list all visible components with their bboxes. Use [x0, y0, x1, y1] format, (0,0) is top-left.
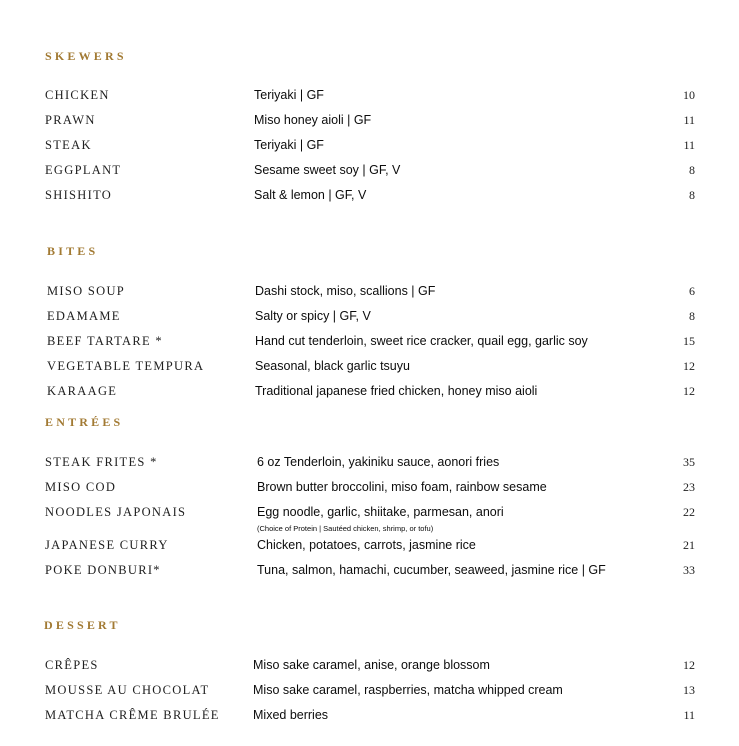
- section-title-dessert: DESSERT: [44, 618, 121, 632]
- item-description: Teriyaki | GF: [254, 88, 324, 102]
- item-description: 6 oz Tenderloin, yakiniku sauce, aonori fries: [257, 455, 500, 469]
- item-price: 33: [683, 563, 695, 577]
- item-name: CRÊPES: [45, 658, 99, 672]
- item-name: STEAK FRITES *: [45, 455, 158, 469]
- item-name: STEAK: [45, 138, 92, 152]
- item-price: 23: [683, 480, 695, 494]
- item-price: 12: [683, 359, 695, 373]
- item-description: Seasonal, black garlic tsuyu: [255, 359, 410, 373]
- item-price: 12: [683, 384, 695, 398]
- item-price: 8: [689, 188, 695, 202]
- item-price: 12: [683, 658, 695, 672]
- item-description: Mixed berries: [253, 708, 329, 722]
- item-name: EGGPLANT: [45, 163, 122, 177]
- item-price: 21: [683, 538, 695, 552]
- item-price: 35: [683, 455, 695, 469]
- item-description: Dashi stock, miso, scallions | GF: [255, 284, 436, 298]
- item-note: (Choice of Protein | Sautéed chicken, shrimp, or tofu): [257, 524, 434, 533]
- item-description: Miso sake caramel, anise, orange blossom: [253, 658, 490, 672]
- item-name: MISO COD: [45, 480, 117, 494]
- item-price: 11: [683, 708, 695, 722]
- item-description: Sesame sweet soy | GF, V: [254, 163, 401, 177]
- item-price: 10: [683, 88, 695, 102]
- item-name: NOODLES JAPONAIS: [45, 505, 187, 519]
- item-name: KARAAGE: [47, 384, 118, 398]
- item-price: 11: [683, 138, 695, 152]
- item-name: JAPANESE CURRY: [45, 538, 169, 552]
- item-name: SHISHITO: [45, 188, 113, 202]
- item-name: POKE DONBURI*: [45, 563, 161, 577]
- item-description: Chicken, potatoes, carrots, jasmine rice: [257, 538, 476, 552]
- item-description: Egg noodle, garlic, shiitake, parmesan, anori: [257, 505, 504, 519]
- item-description: Hand cut tenderloin, sweet rice cracker, quail egg, garlic soy: [255, 334, 588, 348]
- item-name: MATCHA CRÊME BRULÉE: [45, 708, 220, 722]
- item-price: 8: [689, 163, 695, 177]
- item-name: MOUSSE AU CHOCOLAT: [45, 683, 210, 697]
- item-description: Miso sake caramel, raspberries, matcha whipped cream: [253, 683, 563, 697]
- item-name: PRAWN: [45, 113, 96, 127]
- item-description: Tuna, salmon, hamachi, cucumber, seaweed, jasmine rice | GF: [257, 563, 606, 577]
- item-description: Brown butter broccolini, miso foam, rainbow sesame: [257, 480, 547, 494]
- item-description: Salty or spicy | GF, V: [255, 309, 371, 323]
- section-title-entrees: ENTRÉES: [45, 415, 124, 429]
- item-price: 6: [689, 284, 695, 298]
- item-description: Miso honey aioli | GF: [254, 113, 372, 127]
- item-name: VEGETABLE TEMPURA: [47, 359, 205, 373]
- item-name: CHICKEN: [45, 88, 110, 102]
- item-name: MISO SOUP: [47, 284, 126, 298]
- item-description: Salt & lemon | GF, V: [254, 188, 367, 202]
- item-price: 8: [689, 309, 695, 323]
- item-price: 11: [683, 113, 695, 127]
- section-title-skewers: SKEWERS: [45, 49, 127, 63]
- item-price: 15: [683, 334, 695, 348]
- item-description: Traditional japanese fried chicken, honey miso aioli: [255, 384, 538, 398]
- item-description: Teriyaki | GF: [254, 138, 324, 152]
- item-price: 13: [683, 683, 695, 697]
- item-price: 22: [683, 505, 695, 519]
- section-title-bites: BITES: [47, 244, 99, 258]
- item-name: BEEF TARTARE *: [47, 334, 163, 348]
- item-name: EDAMAME: [47, 309, 121, 323]
